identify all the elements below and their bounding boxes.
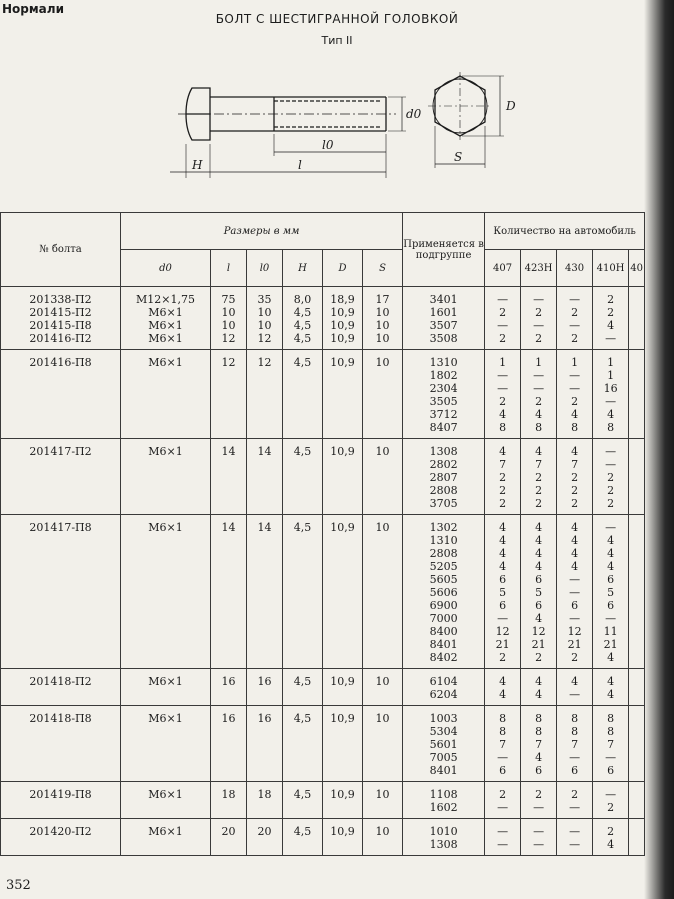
cell-d0: M12×1,75 M6×1 M6×1 M6×1 bbox=[121, 287, 211, 350]
cell-l: 18 bbox=[211, 782, 247, 819]
cell-q430: 4 4 4 4 — — 6 — 12 21 2 bbox=[557, 515, 593, 669]
cell-used: 1010 1308 bbox=[403, 819, 485, 856]
cell-q423: — — bbox=[521, 819, 557, 856]
cell-D: 10,9 bbox=[323, 515, 363, 669]
cell-q40 bbox=[629, 350, 645, 439]
cell-used: 1308 2802 2807 2808 3705 bbox=[403, 439, 485, 515]
cell-bolt: 201418-П2 bbox=[1, 669, 121, 706]
cell-S: 10 bbox=[363, 669, 403, 706]
cell-q40 bbox=[629, 439, 645, 515]
cell-d0: M6×1 bbox=[121, 669, 211, 706]
cell-q430: 4 7 2 2 2 bbox=[557, 439, 593, 515]
cell-q40 bbox=[629, 669, 645, 706]
cell-bolt: 201338-П2 201415-П2 201415-П8 201416-П2 bbox=[1, 287, 121, 350]
bolt-table bbox=[0, 212, 645, 856]
cell-H: 4,5 bbox=[283, 439, 323, 515]
cell-l0: 18 bbox=[247, 782, 283, 819]
section-header: Нормали bbox=[2, 2, 64, 16]
page-gutter-shadow bbox=[644, 0, 674, 899]
header-quantity: Количество на автомобиль bbox=[485, 213, 645, 250]
cell-d0: M6×1 bbox=[121, 782, 211, 819]
label-S: S bbox=[454, 150, 463, 164]
cell-l: 16 bbox=[211, 669, 247, 706]
cell-D: 10,9 bbox=[323, 439, 363, 515]
page-title: БОЛТ С ШЕСТИГРАННОЙ ГОЛОВКОЙ bbox=[215, 12, 459, 26]
cell-H: 4,5 bbox=[283, 515, 323, 669]
cell-q407: — 2 — 2 bbox=[485, 287, 521, 350]
bolt-drawing bbox=[170, 70, 530, 200]
cell-l0: 35 10 10 12 bbox=[247, 287, 283, 350]
cell-d0: M6×1 bbox=[121, 515, 211, 669]
cell-used: 3401 1601 3507 3508 bbox=[403, 287, 485, 350]
header-S: S bbox=[363, 250, 403, 287]
cell-l: 20 bbox=[211, 819, 247, 856]
table-row bbox=[1, 782, 645, 819]
page-subtitle: Тип II bbox=[321, 34, 353, 47]
cell-S: 10 bbox=[363, 439, 403, 515]
cell-H: 4,5 bbox=[283, 782, 323, 819]
cell-d0: M6×1 bbox=[121, 439, 211, 515]
cell-q423: 4 7 2 2 2 bbox=[521, 439, 557, 515]
cell-q423: 8 8 7 4 6 bbox=[521, 706, 557, 782]
cell-q410: 1 1 16 — 4 8 bbox=[593, 350, 629, 439]
cell-H: 4,5 bbox=[283, 350, 323, 439]
cell-q410: — — 2 2 2 bbox=[593, 439, 629, 515]
cell-q407: 2 — bbox=[485, 782, 521, 819]
cell-D: 10,9 bbox=[323, 706, 363, 782]
label-l: l bbox=[298, 158, 302, 172]
cell-l0: 16 bbox=[247, 706, 283, 782]
table-row bbox=[1, 515, 645, 669]
header-H: H bbox=[283, 250, 323, 287]
cell-q407: — — bbox=[485, 819, 521, 856]
cell-D: 10,9 bbox=[323, 350, 363, 439]
cell-q410: — 2 bbox=[593, 782, 629, 819]
cell-q407: 1 — — 2 4 8 bbox=[485, 350, 521, 439]
cell-q423: — 2 — 2 bbox=[521, 287, 557, 350]
cell-d0: M6×1 bbox=[121, 706, 211, 782]
cell-q410: 4 4 bbox=[593, 669, 629, 706]
cell-q410: 2 4 bbox=[593, 819, 629, 856]
header-d0: d0 bbox=[121, 250, 211, 287]
cell-q40 bbox=[629, 287, 645, 350]
cell-l: 16 bbox=[211, 706, 247, 782]
header-q40: 40 bbox=[629, 250, 645, 287]
header-bolt-number: № болта bbox=[1, 213, 121, 287]
cell-D: 10,9 bbox=[323, 782, 363, 819]
header-q410: 410Н bbox=[593, 250, 629, 287]
table-row bbox=[1, 350, 645, 439]
cell-q40 bbox=[629, 819, 645, 856]
header-sizes: Размеры в мм bbox=[121, 213, 403, 250]
cell-q410: — 4 4 4 6 5 6 — 11 21 4 bbox=[593, 515, 629, 669]
label-l0: l0 bbox=[322, 138, 334, 152]
cell-q430: 2 — bbox=[557, 782, 593, 819]
table-row bbox=[1, 706, 645, 782]
cell-q430: 4 — bbox=[557, 669, 593, 706]
cell-l0: 14 bbox=[247, 515, 283, 669]
table-row bbox=[1, 439, 645, 515]
cell-q407: 4 7 2 2 2 bbox=[485, 439, 521, 515]
cell-q407: 8 8 7 — 6 bbox=[485, 706, 521, 782]
label-H: H bbox=[192, 158, 203, 172]
table-row bbox=[1, 819, 645, 856]
cell-D: 10,9 bbox=[323, 669, 363, 706]
header-q423: 423Н bbox=[521, 250, 557, 287]
cell-q40 bbox=[629, 706, 645, 782]
table-row bbox=[1, 287, 645, 350]
header-used-in: Применяется в подгруппе bbox=[403, 213, 485, 287]
cell-S: 17 10 10 10 bbox=[363, 287, 403, 350]
cell-S: 10 bbox=[363, 706, 403, 782]
cell-q423: 4 4 4 4 6 5 6 4 12 21 2 bbox=[521, 515, 557, 669]
cell-q430: 1 — — 2 4 8 bbox=[557, 350, 593, 439]
cell-q410: 2 2 4 — bbox=[593, 287, 629, 350]
cell-l: 12 bbox=[211, 350, 247, 439]
cell-used: 6104 6204 bbox=[403, 669, 485, 706]
label-d0: d0 bbox=[406, 107, 422, 121]
page-number: 352 bbox=[6, 878, 31, 893]
cell-S: 10 bbox=[363, 515, 403, 669]
cell-l0: 16 bbox=[247, 669, 283, 706]
cell-bolt: 201416-П8 bbox=[1, 350, 121, 439]
cell-l0: 20 bbox=[247, 819, 283, 856]
cell-used: 1302 1310 2808 5205 5605 5606 6900 7000 8400 8401 8402 bbox=[403, 515, 485, 669]
cell-q40 bbox=[629, 515, 645, 669]
cell-q423: 1 — — 2 4 8 bbox=[521, 350, 557, 439]
cell-q423: 4 4 bbox=[521, 669, 557, 706]
cell-bolt: 201417-П2 bbox=[1, 439, 121, 515]
cell-q40 bbox=[629, 782, 645, 819]
header-l0: l0 bbox=[247, 250, 283, 287]
cell-q423: 2 — bbox=[521, 782, 557, 819]
cell-used: 1003 5304 5601 7005 8401 bbox=[403, 706, 485, 782]
header-D: D bbox=[323, 250, 363, 287]
cell-q430: — — bbox=[557, 819, 593, 856]
cell-bolt: 201418-П8 bbox=[1, 706, 121, 782]
header-q430: 430 bbox=[557, 250, 593, 287]
cell-l0: 12 bbox=[247, 350, 283, 439]
cell-q407: 4 4 4 4 6 5 6 — 12 21 2 bbox=[485, 515, 521, 669]
cell-H: 8,0 4,5 4,5 4,5 bbox=[283, 287, 323, 350]
cell-d0: M6×1 bbox=[121, 350, 211, 439]
cell-q430: 8 8 7 — 6 bbox=[557, 706, 593, 782]
label-D: D bbox=[506, 99, 516, 113]
cell-D: 10,9 bbox=[323, 819, 363, 856]
cell-d0: M6×1 bbox=[121, 819, 211, 856]
header-q407: 407 bbox=[485, 250, 521, 287]
cell-bolt: 201417-П8 bbox=[1, 515, 121, 669]
cell-H: 4,5 bbox=[283, 706, 323, 782]
cell-l0: 14 bbox=[247, 439, 283, 515]
cell-l: 14 bbox=[211, 439, 247, 515]
cell-H: 4,5 bbox=[283, 669, 323, 706]
cell-bolt: 201419-П8 bbox=[1, 782, 121, 819]
cell-S: 10 bbox=[363, 782, 403, 819]
cell-S: 10 bbox=[363, 350, 403, 439]
header-l: l bbox=[211, 250, 247, 287]
cell-D: 18,9 10,9 10,9 10,9 bbox=[323, 287, 363, 350]
cell-q430: — 2 — 2 bbox=[557, 287, 593, 350]
cell-S: 10 bbox=[363, 819, 403, 856]
cell-used: 1310 1802 2304 3505 3712 8407 bbox=[403, 350, 485, 439]
table-row bbox=[1, 669, 645, 706]
cell-l: 75 10 10 12 bbox=[211, 287, 247, 350]
cell-H: 4,5 bbox=[283, 819, 323, 856]
cell-l: 14 bbox=[211, 515, 247, 669]
cell-used: 1108 1602 bbox=[403, 782, 485, 819]
cell-bolt: 201420-П2 bbox=[1, 819, 121, 856]
cell-q407: 4 4 bbox=[485, 669, 521, 706]
cell-q410: 8 8 7 — 6 bbox=[593, 706, 629, 782]
